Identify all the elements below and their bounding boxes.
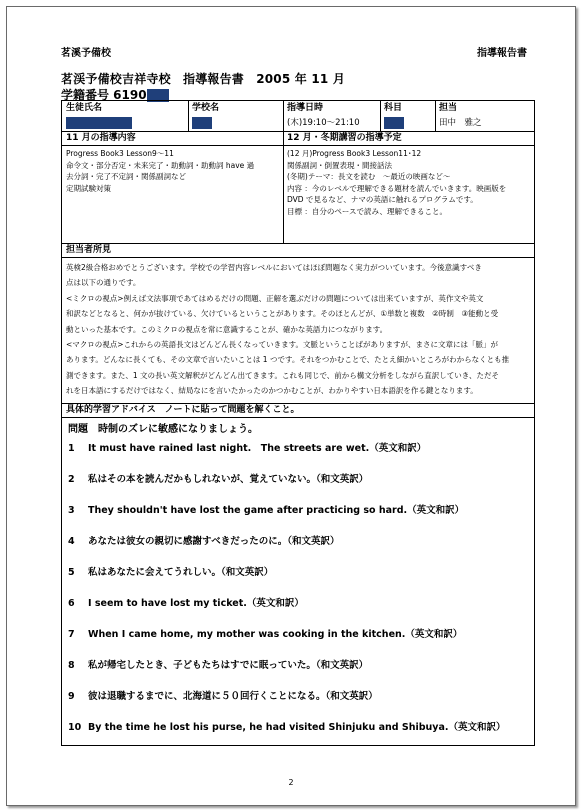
question-number: 10 <box>68 722 82 733</box>
question-item <box>68 657 368 671</box>
question-number: 3 <box>68 505 75 516</box>
teacher-label: 担当 <box>439 103 458 113</box>
question-text: あなたは彼女の親切に感謝すべきだったのに。（和文英訳） <box>88 536 340 547</box>
question-item <box>68 502 464 516</box>
question-number: 5 <box>68 567 75 578</box>
question-item <box>68 471 368 485</box>
question-number: 8 <box>68 660 75 671</box>
december-heading: 12 月・冬期講習の指導予定 <box>287 133 402 143</box>
question-text: I seem to have lost my ticket.（英文和訳） <box>88 598 304 609</box>
remarks-line: 和訳などとなると、何かが抜けている、欠けているということがあります。そのほとんどが、①単数と複数 ②時制 ③能動と受 <box>66 309 499 319</box>
december-line: 内容 ：今のレベルで理解できる題材を読んでいきます。映画版を <box>287 183 507 193</box>
december-line: 目標 ：自分のペースで読み、理解できること。 <box>287 206 447 216</box>
november-heading: 11 月の指導内容 <box>66 133 136 143</box>
school-label: 学校名 <box>192 103 220 113</box>
question-text: When I came home, my mother was cooking in the kitchen.（英文和訳） <box>88 629 463 640</box>
question-item <box>68 688 378 702</box>
header-school-name: 茗溪予備校 <box>61 48 111 59</box>
question-text: 私が帰宅したとき、子どもたちはすでに眠っていた。（和文英訳） <box>88 660 369 671</box>
november-content <box>66 148 280 194</box>
remarks-line: れを日本語にするだけではなく、結局なにを言いたかったのかつかむことが、わかりやすい日本語訳を作る鍵となります。 <box>66 386 478 396</box>
question-number: 4 <box>68 536 75 547</box>
remarks-line: あります。どんなに長くても、その文章で言いたいことは 1 つです。それをつかむことで、たとえ細かいところがわからなくとも推 <box>66 355 510 365</box>
november-line: 去分詞・完了不定詞・関係副詞など <box>66 172 186 181</box>
school-name-redaction <box>192 117 212 129</box>
question-number: 9 <box>68 691 75 702</box>
december-line: 関係副詞・倒置表現・間接話法 <box>287 160 392 170</box>
question-number: 6 <box>68 598 75 609</box>
remarks-line: 動といった基本です。このミクロの視点を常に意識することが、確かな英語力につながります。 <box>66 324 388 334</box>
document-page <box>6 6 576 806</box>
november-line: 命令文・部分否定・未来完了・助動詞・助動詞 have 過 <box>66 160 255 170</box>
december-line: DVD で見るなど、ナマの英語に触れるプログラムです。 <box>287 195 478 204</box>
subject-redaction <box>384 117 404 129</box>
question-number: 7 <box>68 629 75 640</box>
question-item <box>68 533 340 547</box>
student-name-label: 生徒氏名 <box>66 103 103 113</box>
advice-heading: 具体的学習アドバイス ノートに貼って問題を解くこと。 <box>66 405 300 415</box>
problem-title: 問題 時制のズレに敏感になりましょう。 <box>68 424 258 435</box>
header-doc-type: 指導報告書 <box>477 48 527 59</box>
page-number: 2 <box>288 778 294 787</box>
student-number-label: 学籍番号 6190 <box>61 88 147 102</box>
remarks-line: <ミクロの視点>例えば文法事項であてはめるだけの問題、正解を選ぶだけの問題については出来ていますが、英作文や英文 <box>66 293 484 303</box>
report-title: 茗渓予備校吉祥寺校 指導報告書 2005 年 11 月 <box>61 72 346 86</box>
question-item <box>68 719 506 733</box>
subject-label: 科目 <box>384 103 403 113</box>
datetime-label: 指導日時 <box>287 103 324 113</box>
remarks-line: 英検2級合格おめでとうございます。学校での学習内容レベルにおいてはほぼ問題なく実力がついています。今後意識すべき <box>66 263 482 272</box>
question-text: 私はあなたに会えてうれしい。（和文英訳） <box>88 567 274 578</box>
remarks-heading: 担当者所見 <box>66 245 112 255</box>
student-name-redaction <box>66 117 132 129</box>
question-item <box>68 564 273 578</box>
november-line: 定期試験対策 <box>66 183 111 193</box>
question-item <box>68 595 304 609</box>
question-text: 彼は退職するまでに、北海道に５０回行くことになる。（和文英訳） <box>88 691 378 702</box>
remarks-body <box>66 260 532 399</box>
question-number: 1 <box>68 443 75 454</box>
remarks-line: 点は以下の通りです。 <box>66 278 141 288</box>
november-line: Progress Book3 Lesson9～11 <box>66 149 174 158</box>
report-table <box>61 100 535 746</box>
question-text: It must have rained last night. The streets are wet.（英文和訳） <box>88 443 427 454</box>
teacher-name: 田中 雅之 <box>439 118 482 128</box>
datetime-value: (木)19:10～21:10 <box>287 118 360 128</box>
december-content <box>287 148 533 217</box>
question-text: By the time he lost his purse, he had visited Shinjuku and Shibuya.（英文和訳） <box>88 722 506 733</box>
question-item <box>68 440 426 454</box>
question-item <box>68 626 462 640</box>
remarks-line: 測できます。また、1 文の長い英文解釈がどんどん出てきます。これも同じで、前から構文分析をしながら直訳していき、ただそ <box>66 370 500 380</box>
question-text: They shouldn't have lost the game after practicing so hard.（英文和訳） <box>88 505 465 516</box>
december-line: (冬期)テーマ：長文を読む ～最近の映画など～ <box>287 172 451 181</box>
question-number: 2 <box>68 474 75 485</box>
december-line: (12 月)Progress Book3 Lesson11･12 <box>287 149 422 158</box>
remarks-line: <マクロの視点>これからの英語長文はどんどん長くなっていきます。文脈ということばがありますが、まさに文章には「脈」が <box>66 340 498 350</box>
question-text: 私はその本を読んだかもしれないが、覚えていない。（和文英訳） <box>88 474 369 485</box>
